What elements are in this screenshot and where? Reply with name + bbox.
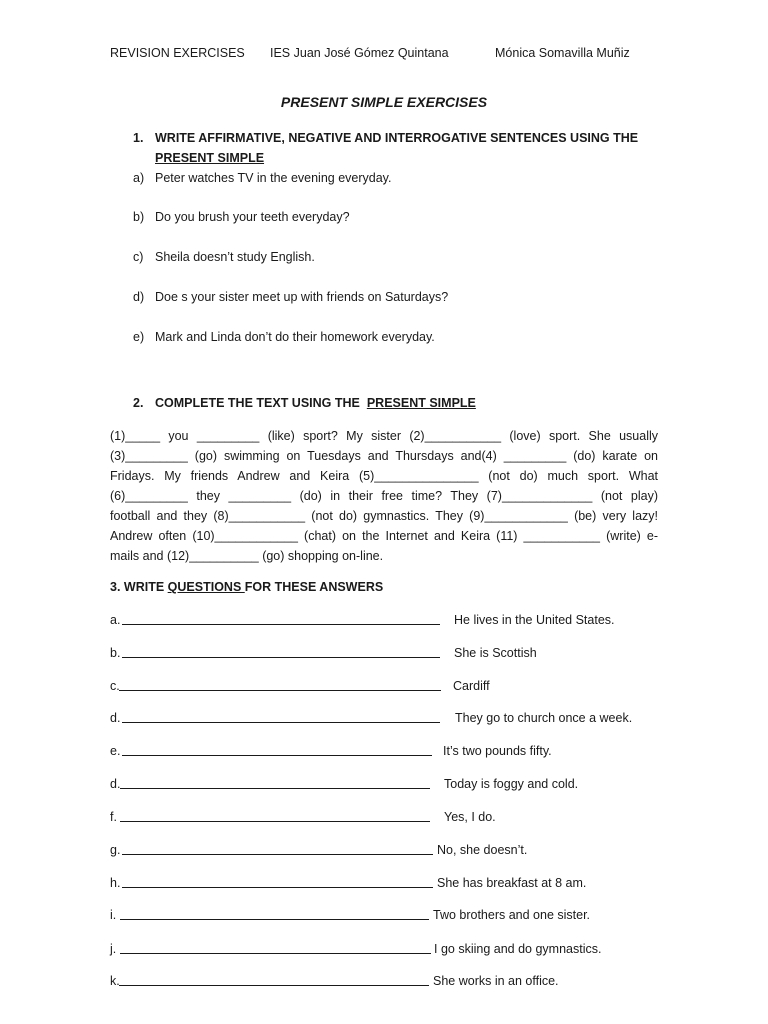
ex3-item-answer: She has breakfast at 8 am.	[437, 876, 587, 890]
ex1-item-text: Do you brush your teeth everyday?	[155, 210, 350, 224]
ex1-item-text: Sheila doesn’t study English.	[155, 250, 315, 264]
answer-blank[interactable]	[120, 777, 430, 789]
ex3-item-answer: He lives in the United States.	[454, 613, 615, 627]
ex2-line: football and they (8)___________ (not do) gymnastics. They (9)____________ (be) very lazy!	[110, 509, 658, 523]
ex1-item-text: Mark and Linda don’t do their homework everyday.	[155, 330, 435, 344]
answer-blank[interactable]	[122, 876, 433, 888]
ex3-heading-underlined: QUESTIONS	[167, 580, 245, 594]
ex3-item-answer: She works in an office.	[433, 974, 559, 988]
ex3-item-label: d.	[110, 711, 121, 725]
ex3-item-label: i.	[110, 908, 117, 922]
ex3-item-answer: They go to church once a week.	[455, 711, 633, 725]
answer-blank[interactable]	[120, 908, 429, 920]
header-center: IES Juan José Gómez Quintana	[270, 46, 449, 60]
answer-blank[interactable]	[122, 613, 440, 625]
ex3-item-answer: Two brothers and one sister.	[433, 908, 591, 922]
answer-blank[interactable]	[122, 646, 440, 658]
ex3-item-label: b.	[110, 646, 121, 660]
ex3-item-answer: Cardiff	[453, 679, 490, 693]
ex2-number: 2.	[133, 396, 144, 410]
ex1-item-text: Doe s your sister meet up with friends on Saturdays?	[155, 290, 449, 304]
ex3-item-label: k.	[110, 974, 120, 988]
answer-blank[interactable]	[119, 679, 441, 691]
ex3-item-answer: Yes, I do.	[444, 810, 496, 824]
ex1-item-label: b)	[133, 210, 145, 224]
ex3-item-label: h.	[110, 876, 121, 890]
ex1-item-text: Peter watches TV in the evening everyday.	[155, 171, 392, 185]
ex3-item-label: e.	[110, 744, 121, 758]
ex2-line: (1)_____ you _________ (like) sport? My sister (2)___________ (love) sport. She usually	[110, 429, 658, 443]
ex1-item-label: e)	[133, 330, 145, 344]
ex3-heading-suffix: FOR THESE ANSWERS	[244, 580, 384, 594]
ex3-item-answer: I go skiing and do gymnastics.	[434, 942, 602, 956]
ex1-item-label: a)	[133, 171, 145, 185]
ex2-line: (6)_________ they _________ (do) in their free time? They (7)_____________ (not play)	[110, 489, 658, 503]
ex3-item-label: d.	[110, 777, 121, 791]
ex3-heading-prefix: 3. WRITE	[110, 580, 168, 594]
ex2-heading-prefix: COMPLETE THE TEXT USING THE	[155, 396, 360, 410]
ex3-item-label: a.	[110, 613, 121, 627]
ex3-item-answer: She is Scottish	[454, 646, 537, 660]
ex3-item-answer: No, she doesn’t.	[437, 843, 528, 857]
ex2-line: Fridays. My friends Andrew and Keira (5)_______________ (not do) much sport. What	[110, 469, 658, 483]
header-left: REVISION EXERCISES	[110, 46, 245, 60]
ex1-item-label: c)	[133, 250, 144, 264]
page-title: PRESENT SIMPLE EXERCISES	[280, 94, 488, 110]
ex2-heading	[155, 396, 476, 410]
ex1-number: 1.	[133, 131, 144, 145]
answer-blank[interactable]	[119, 974, 429, 986]
ex1-heading-line1: WRITE AFFIRMATIVE, NEGATIVE AND INTERROGATIVE SENTENCES USING THE	[155, 131, 639, 145]
answer-blank[interactable]	[120, 942, 431, 954]
ex3-item-label: j.	[110, 942, 117, 956]
ex3-item-label: c.	[110, 679, 120, 693]
ex1-heading-line2: PRESENT SIMPLE	[155, 151, 265, 165]
ex3-item-label: f.	[110, 810, 117, 824]
ex2-line: mails and (12)__________ (go) shopping on-line.	[110, 549, 384, 563]
answer-blank[interactable]	[122, 711, 440, 723]
ex2-line: (3)_________ (go) swimming on Tuesdays and Thursdays and(4) _________ (do) karate on	[110, 449, 658, 463]
ex3-item-label: g.	[110, 843, 121, 857]
ex1-item-label: d)	[133, 290, 145, 304]
ex2-line: Andrew often (10)____________ (chat) on the Internet and Keira (11) ___________ (write) e-	[110, 529, 658, 543]
ex2-paragraph	[110, 426, 658, 566]
answer-blank[interactable]	[122, 843, 433, 855]
ex3-item-answer: Today is foggy and cold.	[444, 777, 579, 791]
answer-blank[interactable]	[120, 810, 430, 822]
header-right: Mónica Somavilla Muñiz	[495, 46, 630, 60]
ex3-item-answer: It’s two pounds fifty.	[443, 744, 552, 758]
answer-blank[interactable]	[122, 744, 432, 756]
ex3-heading	[110, 580, 383, 594]
ex2-heading-underlined: PRESENT SIMPLE	[366, 396, 476, 410]
